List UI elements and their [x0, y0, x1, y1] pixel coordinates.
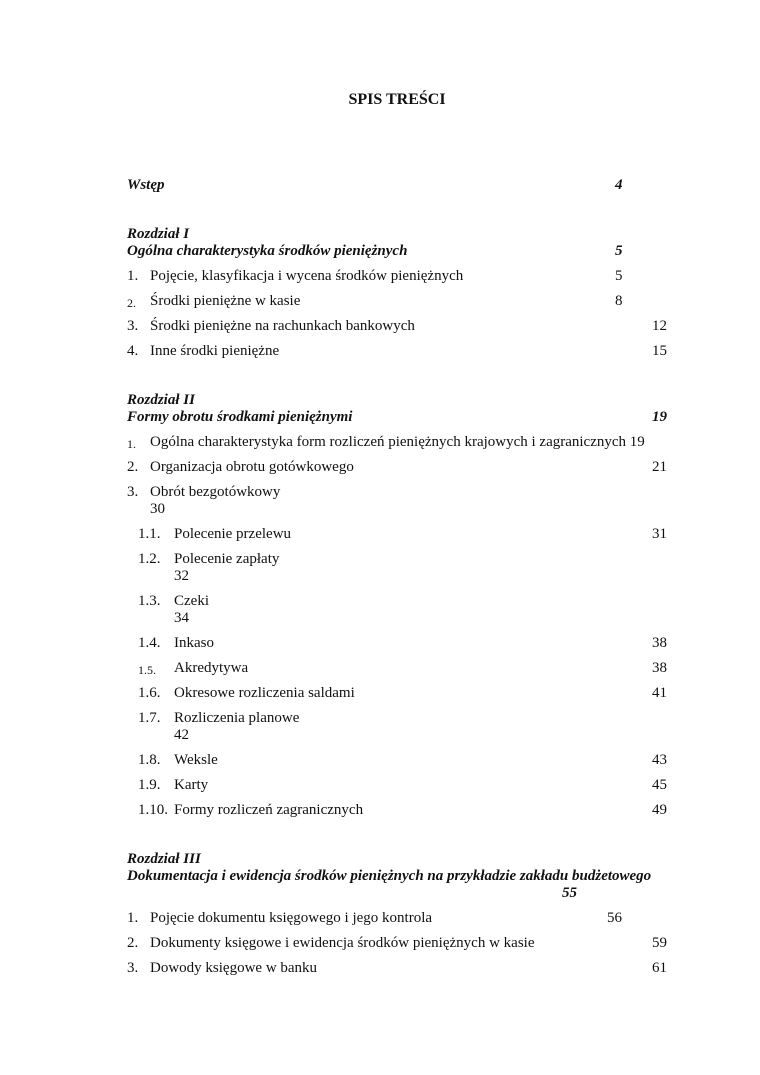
toc-subitem-label: Formy rozliczeń zagranicznych: [174, 802, 364, 818]
chapter-1-page: 5: [615, 243, 623, 259]
toc-item-label: Pojęcie dokumentu księgowego i jego kontrola: [150, 910, 433, 926]
toc-subitem-page: 43: [652, 752, 667, 768]
intro-page: 4: [615, 177, 623, 193]
toc-subitem-label: Weksle: [174, 752, 218, 768]
toc-item-label: Pojęcie, klasyfikacja i wycena środków pieniężnych: [150, 268, 464, 284]
chapter-1-heading: Rozdział I: [127, 226, 190, 242]
toc-item-number: 3.: [127, 318, 139, 334]
toc-subitem-label: Polecenie przelewu: [174, 526, 292, 542]
toc-item-label: Obrót bezgotówkowy: [150, 484, 281, 500]
toc-item-page: 21: [652, 459, 667, 475]
toc-subitem-page: 31: [652, 526, 667, 542]
toc-subitem-number: 1.2.: [138, 551, 161, 567]
toc-subitem-number: 1.8.: [138, 752, 161, 768]
toc-item-label: Środki pieniężne na rachunkach bankowych: [150, 318, 415, 334]
toc-item-number: 1.: [127, 437, 136, 451]
toc-subitem-label: Polecenie zapłaty: [174, 551, 280, 567]
page-title: SPIS TREŚCI: [348, 91, 446, 108]
toc-subitem-number: 1.6.: [138, 685, 161, 701]
toc-item-page: 56: [607, 910, 622, 926]
toc-item-page: 30: [150, 501, 165, 517]
intro-label: Wstęp: [127, 177, 165, 193]
toc-subitem-number: 1.4.: [138, 635, 161, 651]
toc-subitem-number: 1.1.: [138, 526, 161, 542]
toc-item-page: 61: [652, 960, 667, 976]
toc-item-page: 12: [652, 318, 667, 334]
chapter-3-heading: Rozdział III: [127, 851, 201, 867]
toc-subitem-page: 41: [652, 685, 667, 701]
toc-subitem-label: Karty: [174, 777, 209, 793]
toc-subitem-page: 49: [652, 802, 667, 818]
toc-item-number: 3.: [127, 960, 139, 976]
toc-item-line: [150, 433, 645, 451]
toc-item-number: 1.: [127, 268, 139, 284]
toc-item-label: Dokumenty księgowe i ewidencja środków pieniężnych w kasie: [150, 935, 535, 951]
toc-subitem-page: 38: [652, 660, 667, 676]
toc-item-number: 2.: [127, 296, 136, 310]
toc-item-number: 1.: [127, 910, 139, 926]
chapter-1-title: Ogólna charakterystyka środków pieniężnych: [127, 243, 408, 259]
toc-item-label: Inne środki pieniężne: [150, 343, 280, 359]
chapter-2-heading: Rozdział II: [127, 392, 195, 408]
toc-item-label: Środki pieniężne w kasie: [150, 293, 301, 309]
chapter-2-page: 19: [652, 409, 667, 425]
toc-subitem-label: Inkaso: [174, 635, 214, 651]
toc-subitem-page: 45: [652, 777, 667, 793]
toc-subitem-label: Czeki: [174, 593, 209, 609]
toc-item-page: 15: [652, 343, 667, 359]
toc-item-number: 3.: [127, 484, 139, 500]
toc-subitem-number: 1.7.: [138, 710, 161, 726]
toc-subitem-number: 1.3.: [138, 593, 161, 609]
toc-subitem-label: Akredytywa: [174, 660, 249, 676]
toc-subitem-label: Rozliczenia planowe: [174, 710, 300, 726]
toc-subitem-page: 42: [174, 727, 189, 743]
toc-item-page: 5: [615, 268, 623, 284]
toc-subitem-page: 32: [174, 568, 189, 584]
toc-subitem-number: 1.10.: [138, 802, 168, 818]
toc-subitem-page: 38: [652, 635, 667, 651]
chapter-3-title: Dokumentacja i ewidencja środków pieniężnych na przykładzie zakładu budżetowego: [127, 868, 652, 884]
toc-item-page: 59: [652, 935, 667, 951]
toc-item-number: 2.: [127, 935, 139, 951]
toc-subitem-page: 34: [174, 610, 189, 626]
chapter-3-page: 55: [562, 885, 577, 901]
toc-subitem-number: 1.9.: [138, 777, 161, 793]
toc-item-number: 2.: [127, 459, 139, 475]
toc-subitem-label: Okresowe rozliczenia saldami: [174, 685, 355, 701]
toc-item-label: Ogólna charakterystyka form rozliczeń pieniężnych krajowych i zagranicznych: [150, 434, 627, 450]
toc-item-label: Dowody księgowe w banku: [150, 960, 318, 976]
toc-item-page: 8: [615, 293, 623, 309]
toc-subitem-number: 1.5.: [138, 663, 156, 677]
toc-item-number: 4.: [127, 343, 139, 359]
chapter-2-title: Formy obrotu środkami pieniężnymi: [127, 409, 353, 425]
toc-item-page: 19: [629, 434, 645, 450]
toc-item-label: Organizacja obrotu gotówkowego: [150, 459, 354, 475]
